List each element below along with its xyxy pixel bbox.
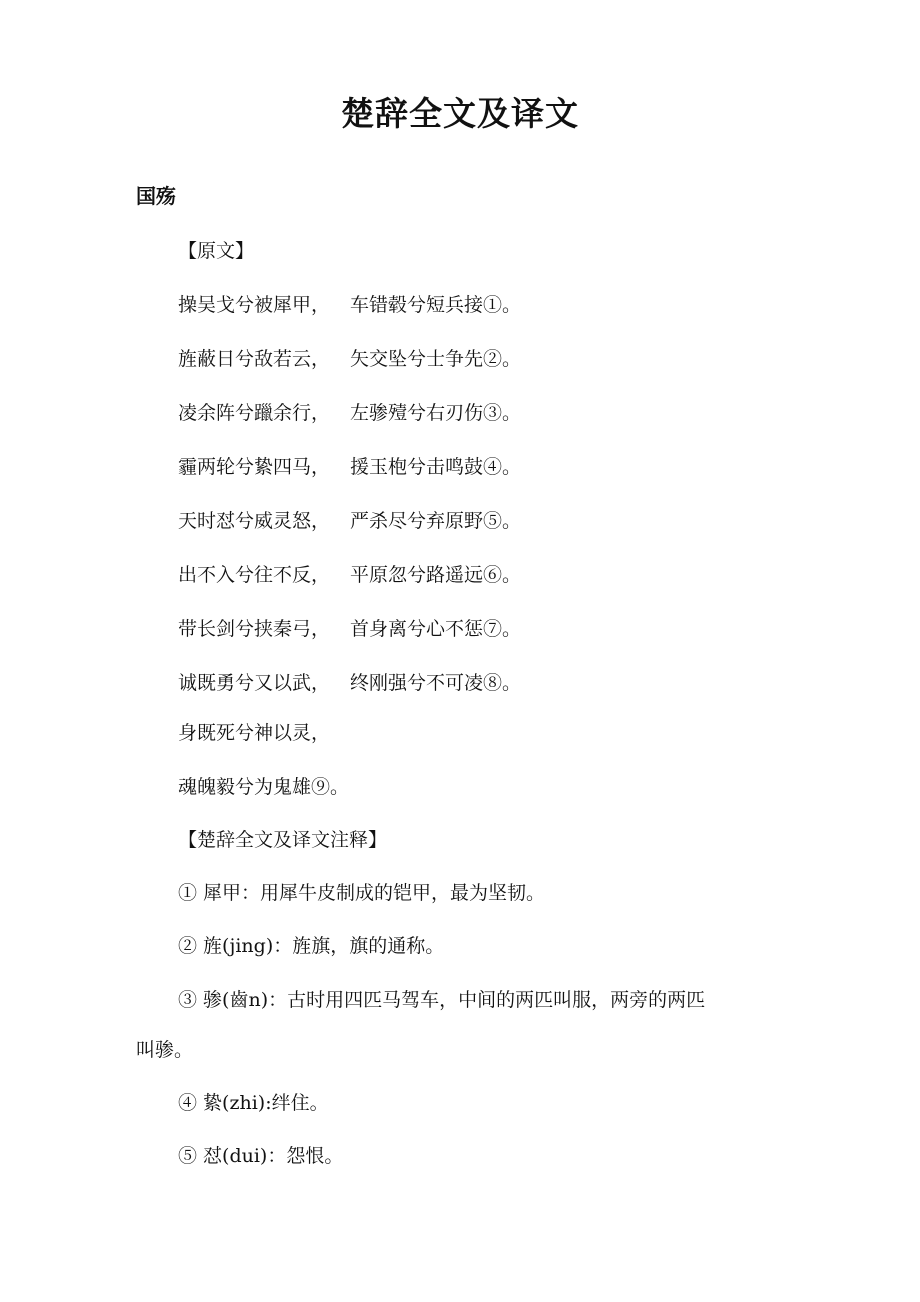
poem-line-second-half: 矢交坠兮士争先②。 — [350, 348, 522, 370]
poem-line-second-half: 首身离兮心不惩⑦。 — [350, 618, 522, 640]
poem-line — [178, 290, 521, 317]
poem-line — [178, 452, 521, 479]
poem-line-first-half: 带长剑兮挟秦弓， — [178, 618, 331, 640]
note-item: ① 犀甲：用犀牛皮制成的铠甲，最为坚韧。 — [178, 882, 546, 904]
poem-line-second-half: 终刚强兮不可凌⑧。 — [350, 672, 522, 694]
poem-line-second-half: 车错毂兮短兵接①。 — [350, 294, 522, 316]
note-item: ⑤ 怼(dui)：怨恨。 — [178, 1145, 344, 1167]
poem-line-first-half: 旌蔽日兮敌若云， — [178, 348, 331, 370]
note-item: ④ 絷(zhi):绊住。 — [178, 1092, 329, 1114]
poem-line-second-half: 援玉枹兮击鸣鼓④。 — [350, 456, 522, 478]
poem-line — [178, 718, 330, 745]
poem-line-second-half: 平原忽兮路遥远⑥。 — [350, 564, 522, 586]
poem-line — [178, 560, 521, 587]
poem-line-first-half: 凌余阵兮躐余行， — [178, 402, 331, 424]
poem-line-first-half: 天时怼兮威灵怒， — [178, 510, 331, 532]
poem-line-first-half: 身既死兮神以灵， — [178, 722, 331, 744]
notes-label: 【楚辞全文及译文注释】 — [178, 829, 388, 851]
poem-line — [178, 506, 521, 533]
poem-line-first-half: 操吴戈兮被犀甲， — [178, 294, 331, 316]
poem-line-first-half: 魂魄毅兮为鬼雄⑨。 — [178, 776, 350, 798]
document-title: 楚辞全文及译文 — [341, 94, 579, 133]
poem-line-first-half: 出不入兮往不反， — [178, 564, 331, 586]
note-item-continuation: 叫骖。 — [136, 1039, 194, 1061]
poem-line-second-half: 严杀尽兮弃原野⑤。 — [350, 510, 522, 532]
note-item: ② 旌(jing)：旌旗，旗的通称。 — [178, 935, 445, 957]
poem-line-second-half: 左骖殪兮右刃伤③。 — [350, 402, 522, 424]
original-text-label: 【原文】 — [178, 240, 255, 262]
poem-line-first-half: 诚既勇兮又以武， — [178, 672, 331, 694]
section-heading: 国殇 — [136, 184, 176, 208]
note-item: ③ 骖(齒n)：古时用四匹马驾车，中间的两匹叫服，两旁的两匹 — [178, 989, 706, 1011]
poem-line-first-half: 霾两轮兮絷四马， — [178, 456, 331, 478]
poem-line — [178, 344, 521, 371]
poem-line — [178, 614, 521, 641]
poem-line — [178, 398, 521, 425]
poem-line — [178, 668, 521, 695]
poem-line — [178, 772, 349, 799]
